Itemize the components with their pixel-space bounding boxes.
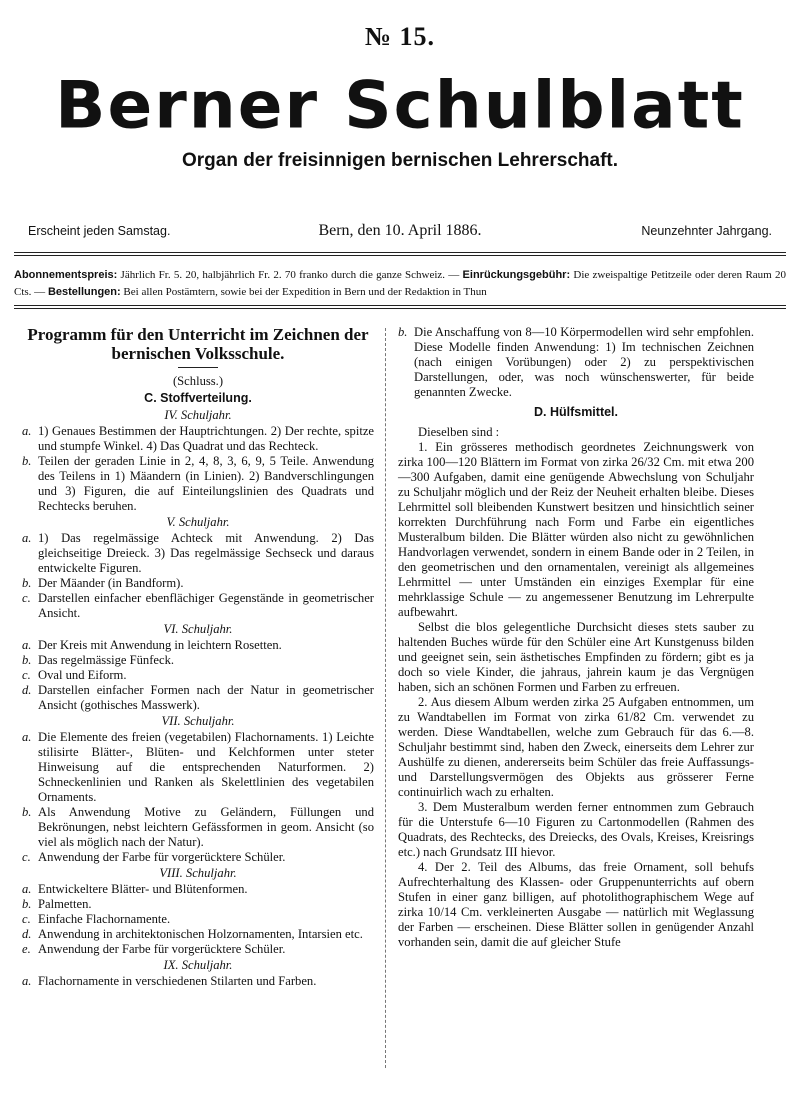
paragraph: 4. Der 2. Teil des Albums, das freie Ornament, soll behufs Aufrechterhaltung des Klassen- oder Gruppenunterrichts auf obern Stufen in einer ganz billigen, auf photolithographischem Wege auf zirka 10/14 Cm. verkleinerten Ausgabe — natürlich mit Weglassung der Farben — erscheinen. Diese Blätter sollen in genügender Anzahl vorhanden sein, damit die auf gleicher Stufe <box>398 860 754 949</box>
year-heading-4: IV. Schuljahr. <box>164 408 232 422</box>
list-item: a. Entwickeltere Blätter- und Blütenformen. <box>22 882 248 896</box>
year-heading-7: VII. Schuljahr. <box>161 714 235 728</box>
order-text: Bei allen Postämtern, sowie bei der Expedition in Bern und der Redaktion in Thun <box>120 286 487 298</box>
paragraph: Dieselben sind : <box>418 425 500 439</box>
frequency-note: Erscheint jeden Samstag. <box>28 224 171 238</box>
date-line: Bern, den 10. April 1886. <box>318 222 482 239</box>
list-item: b. Das regelmässige Fünfeck. <box>22 653 175 667</box>
list-item: c. Oval und Eiform. <box>22 668 127 682</box>
volume-note: Neunzehnter Jahrgang. <box>641 224 772 238</box>
right-column <box>398 325 754 950</box>
year-heading-5: V. Schuljahr. <box>166 515 230 529</box>
list-item: b. Die Anschaffung von 8—10 Körpermodellen wird sehr empfohlen. Diese Modelle finden Anwendung: 1) Im technischen Zeichnen (nach einigen Vorübungen) oder 2) zu perspektivischen Darstellungen, oder, was noch wünschenswerter, für beide genannten Zwecke. <box>398 325 754 399</box>
list-item: a. Der Kreis mit Anwendung in leichtern Rosetten. <box>22 638 282 652</box>
list-item: b. Als Anwendung Motive zu Geländern, Füllungen und Bekrönungen, nebst leichtern Gefässformen in geom. Ansicht (so viel als möglich nach der Natur). <box>22 805 374 849</box>
fee-label: Einrückungsgebühr: <box>462 269 571 281</box>
abo-text: Jährlich Fr. 5. 20, halbjährlich Fr. 2. 70 franko durch die ganze Schweiz. — <box>117 269 463 281</box>
header-rule-bottom-2 <box>14 308 786 309</box>
left-column <box>22 325 374 989</box>
year-heading-9: IX. Schuljahr. <box>163 958 233 972</box>
section-heading-d: D. Hülfsmittel. <box>533 405 619 419</box>
list-item: c. Einfache Flachornamente. <box>22 912 171 926</box>
subscription-info <box>14 267 786 301</box>
list-item: a. 1) Genaues Bestimmen der Hauptrichtungen. 2) Der rechte, spitze und stumpfe Winkel. 4) Das Quadrat und das Rechteck. <box>22 424 374 453</box>
info-bar <box>28 222 772 246</box>
article-title: Programm für den Unterricht im Zeichnen der bernischen Volksschule. <box>27 325 369 363</box>
paragraph: Selbst die blos gelegentliche Durchsicht dieses stets sauber zu haltenden Buches würde für den Schüler eine Art Kunstgenuss bilden und geeignet sein, sein ästhetisches Empfinden zu fördern; gibt es ja doch so viele Kinder, die jahraus, jahrein kaum je das Vergnügen haben, sich an schönen Formen und Farben zu erfreuen. <box>398 620 754 694</box>
list-item: b. Der Mäander (in Bandform). <box>22 576 184 590</box>
abo-label: Abonnementspreis: <box>14 269 118 281</box>
masthead-title: Berner Schulblatt <box>55 67 745 144</box>
list-item: d. Anwendung in architektonischen Holzornamenten, Intarsien etc. <box>22 927 363 941</box>
list-item: c. Darstellen einfacher ebenflächiger Gegenstände in geometrischer Ansicht. <box>22 591 374 620</box>
list-item: a. 1) Das regelmässige Achteck mit Anwendung. 2) Das gleichseitige Dreieck. 3) Das regelmässige Sechseck und daraus entwickelte Figuren. <box>22 531 374 575</box>
paragraph: 2. Aus diesem Album werden zirka 25 Aufgaben entnommen, um zu Wandtabellen im Format von zirka 61/82 Cm. verwendet zu werden. Diese Wandtabellen, welche zum Gebrauch für das 6.—8. Schuljahr bestimmt sind, haben den Zweck, einerseits dem Lehrer zur Aushülfe zu dienen, andererseits beim Schüler das freie Auffassungs- und Darstellungsvermögen des Objekts aus grösserer Ferne continuirlich wach zu erhalten. <box>398 695 754 799</box>
list-item: c. Anwendung der Farbe für vorgerücktere Schüler. <box>22 850 286 864</box>
list-item: d. Darstellen einfacher Formen nach der Natur in geometrischer Ansicht (gothisches Masswerk). <box>22 683 374 712</box>
header-rule-top-2 <box>14 255 786 256</box>
column-divider <box>385 328 386 1068</box>
title-rule <box>178 367 218 368</box>
masthead-subtitle: Organ der freisinnigen bernischen Lehrerschaft. <box>181 150 619 171</box>
order-label: Bestellungen: <box>47 286 121 298</box>
year-heading-6: VI. Schuljahr. <box>163 622 233 636</box>
issue-number: № 15. <box>364 22 436 51</box>
list-item: a. Flachornamente in verschiedenen Stilarten und Farben. <box>22 974 317 988</box>
fee-text: Die zweispaltige Petitzeile oder deren Raum 20 Cts. — <box>14 269 786 298</box>
paragraph: 1. Ein grösseres methodisch geordnetes Zeichnungswerk von zirka 100—120 Blättern im Format von zirka 26/32 Cm. mit etwa 200—300 Aufgaben, damit eine genügende Abwechslung von Schuljahr zu Schuljahr möglich und der Reiz der Neuheit erhalten bleibe. Dieses Lehrmittel soll bleibenden Kunstwert besitzen und hinsichtlich seiner korrekten Durchführung nach Form und Farbe ein eigentliches Musteralbum bilden. Die Blätter würden also nicht zu gewöhnlichen Handvorlagen verwendet, sondern in einem Bande oder in 2 Teilen, in den geometrischen und den ornamentalen, vereinigt als allgemeines Lehrmittel — unter Umständen ein einziges Exemplar für eine mehrklassige Schule — zu angemessener Benutzung im Lehrerpulte aufbewahrt. <box>398 440 754 619</box>
paragraph: 3. Dem Musteralbum werden ferner entnommen zum Gebrauch für die Unterstufe 6—10 Figuren zu Cartonmodellen (Rahmen des Quadrats, des Rechtecks, des Dreiecks, des Ovals, Kreises, Kreisrings etc.) nach Grundsatz III hievor. <box>398 800 754 859</box>
list-item: e. Anwendung der Farbe für vorgerücktere Schüler. <box>22 942 286 956</box>
header-rule-top <box>14 252 786 253</box>
list-item: b. Palmetten. <box>22 897 92 911</box>
continued-note: (Schluss.) <box>172 374 224 388</box>
header-rule-bottom <box>14 305 786 306</box>
list-item: b. Teilen der geraden Linie in 2, 4, 8, 3, 6, 9, 5 Teile. Anwendung des Teilens in 1) Mäandern (in Linien). 2) Bandverschlingungen und 3) Figuren, die auf Einteilungslinien des Quadrats und Rechtecks beruhen. <box>22 454 374 513</box>
section-heading-c: C. Stoffverteilung. <box>144 391 252 405</box>
list-item: a. Die Elemente des freien (vegetabilen) Flachornaments. 1) Leichte stilisirte Blätter-, Blüten- und Kelchformen unter steter Hinweisung auf die entsprechenden Naturformen. 2) Schneckenlinien und Ranken als Skelettlinien des vegetabilen Ornaments. <box>22 730 374 804</box>
year-heading-8: VIII. Schuljahr. <box>159 866 237 880</box>
